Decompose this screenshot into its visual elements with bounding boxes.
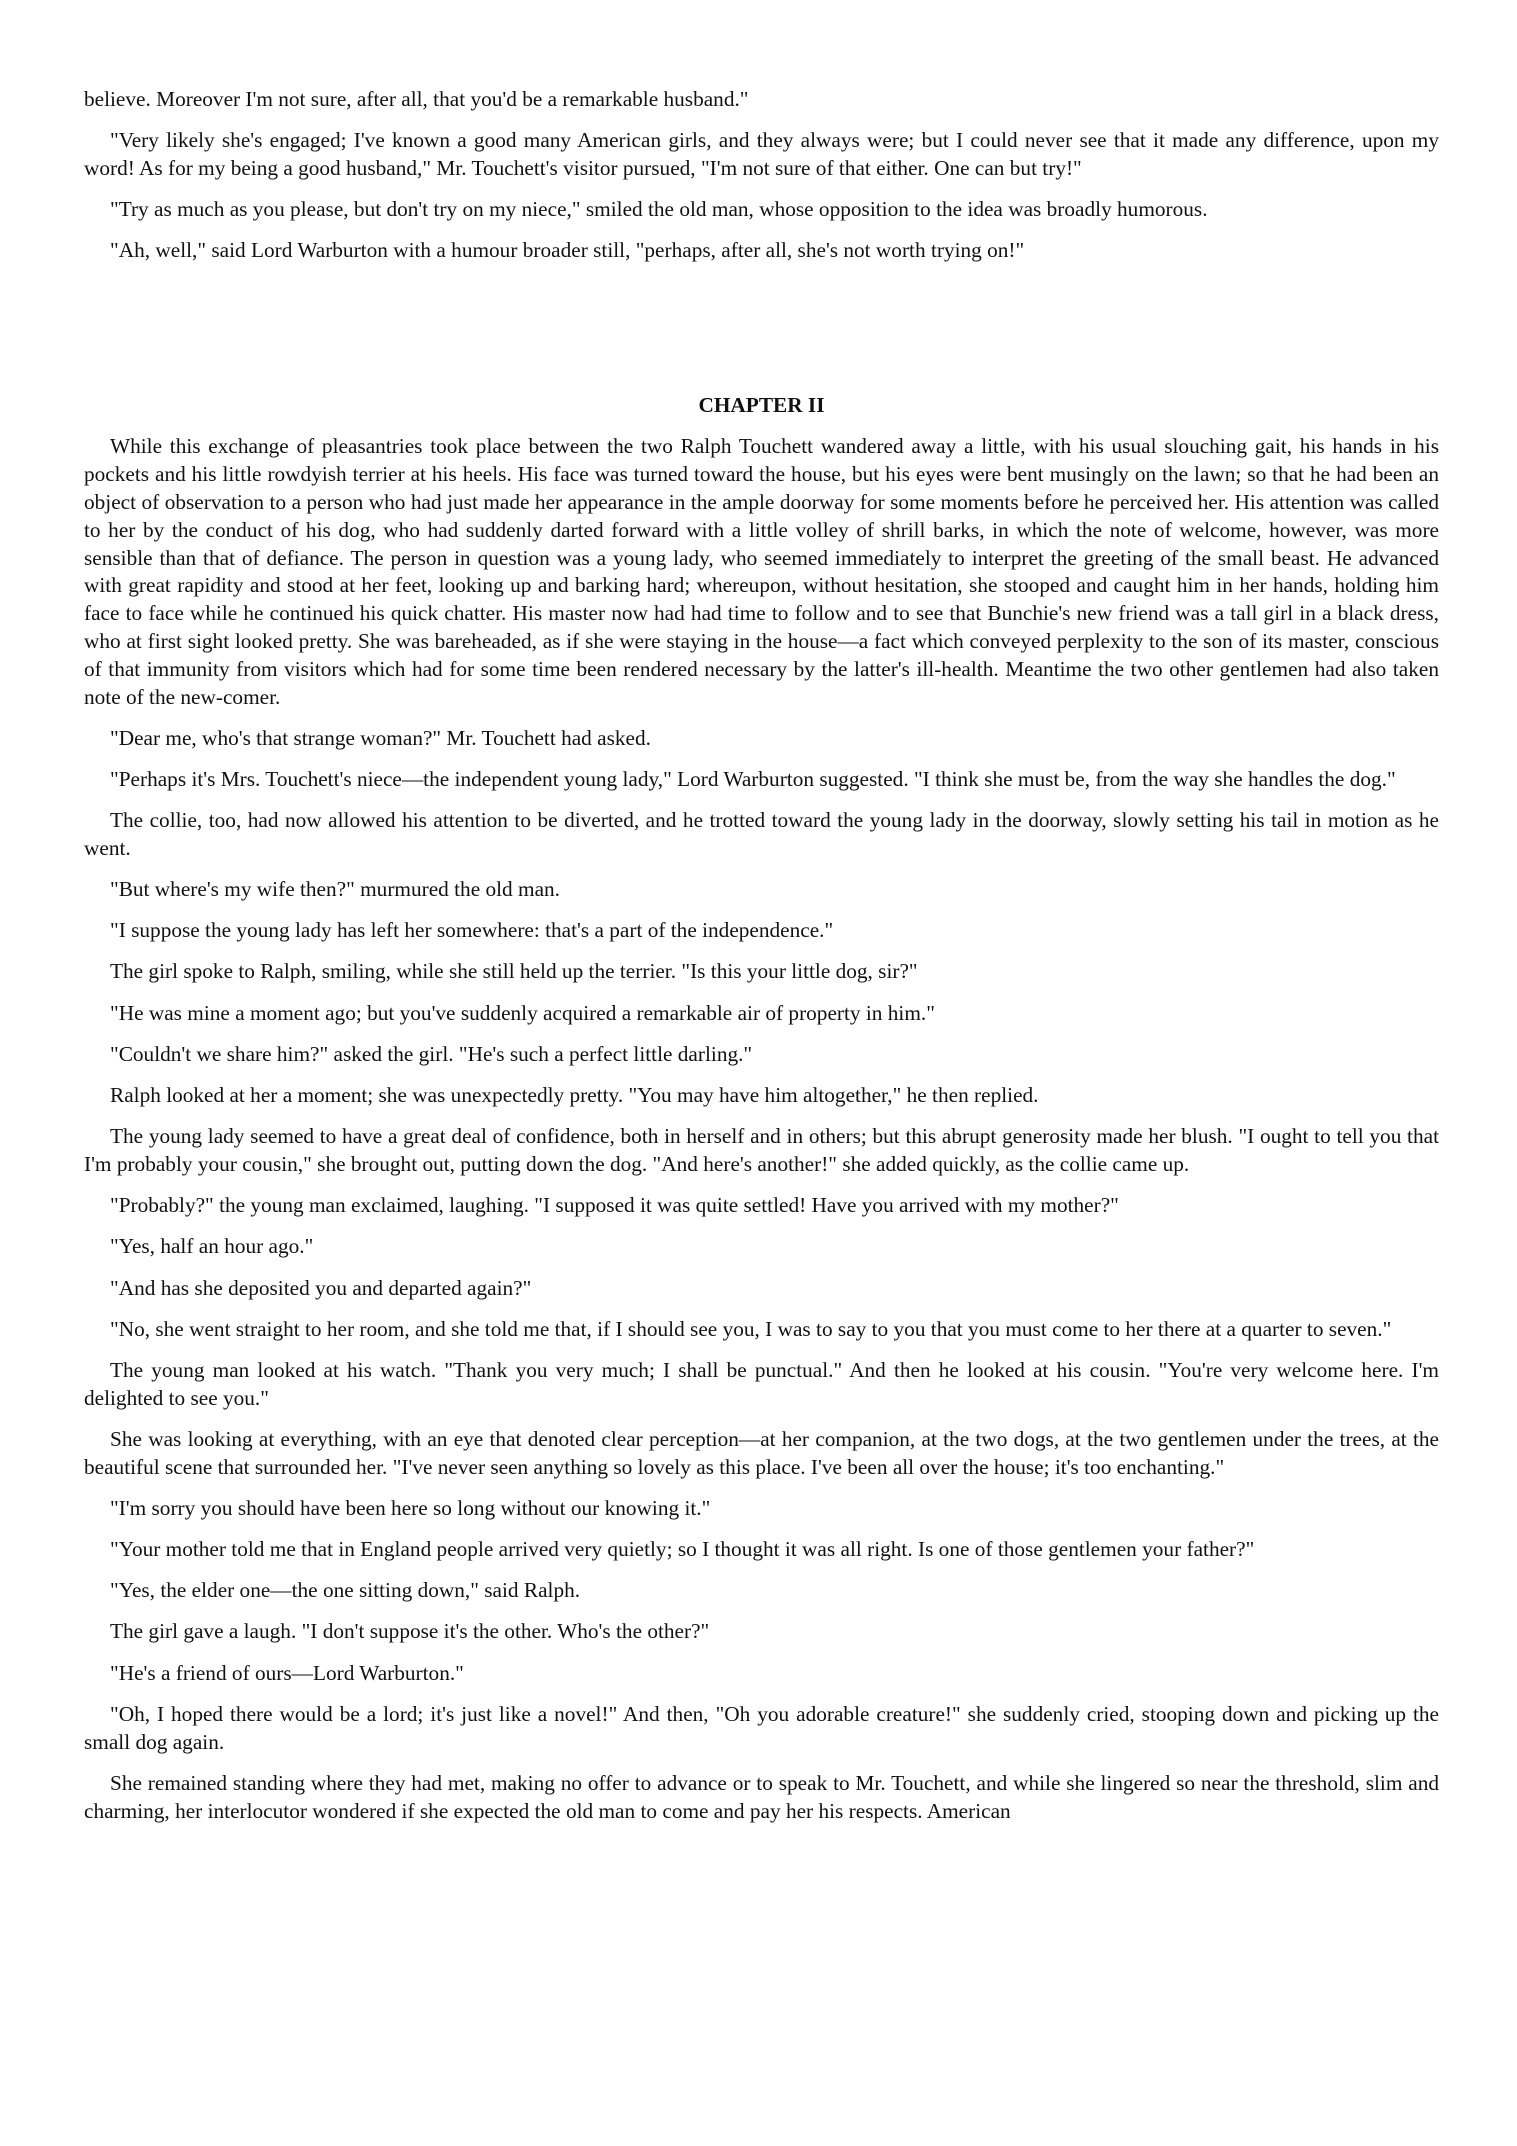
paragraph: The young man looked at his watch. "Thank you very much; I shall be punctual." And then he looked at his cousin. "You're very welcome here. I'm delighted to see you." [84,1357,1439,1410]
paragraph: "He was mine a moment ago; but you've suddenly acquired a remarkable air of property in him." [110,1000,935,1025]
paragraph: believe. Moreover I'm not sure, after all, that you'd be a remarkable husband." [84,87,749,111]
paragraph: Ralph looked at her a moment; she was unexpectedly pretty. "You may have him altogether," he then replied. [110,1083,1039,1107]
paragraph: "I suppose the young lady has left her somewhere: that's a part of the independence." [110,918,834,943]
paragraph: "Yes, half an hour ago." [110,1234,314,1259]
paragraph: "Very likely she's engaged; I've known a good many American girls, and they always were; but I could never see that it made any difference, upon my word! As for my being a good husband," Mr. Touchett's visitor pursued, "I'm not sure of that either. One can but try!" [84,128,1439,180]
paragraph: "Oh, I hoped there would be a lord; it's just like a novel!" And then, "Oh you adorable creature!" she suddenly cried, stooping down and picking up the small dog again. [84,1701,1439,1754]
paragraph: "No, she went straight to her room, and she told me that, if I should see you, I was to say to you that you must come to her there at a quarter to seven." [110,1316,1392,1341]
paragraph: "Ah, well," said Lord Warburton with a humour broader still, "perhaps, after all, she's not worth trying on!" [110,238,1025,263]
paragraph: The girl gave a laugh. "I don't suppose it's the other. Who's the other?" [110,1619,710,1644]
chapter-title: CHAPTER II [698,393,825,418]
paragraph: While this exchange of pleasantries took place between the two Ralph Touchett wandered away a little, with his usual slouching gait, his hands in his pockets and his little rowdyish terrier at his heels. His face was turned toward the house, but his eyes were bent musingly on the lawn; so that he had been an object of observation to a person who had just made her appearance in the ample doorway for some moments before he perceived her. His attention was called to her by the conduct of his dog, who had suddenly darted forward with a little volley of shrill barks, in which the note of welcome, however, was more sensible than that of defiance. The person in question was a young lady, who seemed immediately to interpret the greeting of the small beast. He advanced with great rapidity and stood at her feet, looking up and barking hard; whereupon, without hesitation, she stooped and caught him in her hands, holding him face to face while he continued his quick chatter. His master now had had time to follow and to see that Bunchie's new friend was a tall girl in a black dress, who at first sight looked pretty. She was bareheaded, as if she were staying in the house—a fact which conveyed perplexity to the son of its master, conscious of that immunity from visitors which had for some time been rendered necessary by the latter's ill-health. Meantime the two other gentlemen had also taken note of the new-comer. [84,434,1439,709]
paragraph: "Perhaps it's Mrs. Touchett's niece—the independent young lady," Lord Warburton suggested. "I think she must be, from the way she handles the dog." [110,766,1396,791]
paragraph: "Try as much as you please, but don't try on my niece," smiled the old man, whose opposition to the idea was broadly humorous. [110,197,1208,222]
paragraph: "Your mother told me that in England people arrived very quietly; so I thought it was all right. Is one of those gentlemen your father?" [110,1537,1255,1562]
paragraph: "Dear me, who's that strange woman?" Mr. Touchett had asked. [110,725,651,750]
paragraph: The collie, too, had now allowed his attention to be diverted, and he trotted toward the young lady in the doorway, slowly setting his tail in motion as he went. [84,808,1439,860]
paragraph: She was looking at everything, with an eye that denoted clear perception—at her companion, at the two dogs, at the two gentlemen under the trees, at the beautiful scene that surrounded her. "I've never seen anything so lovely as this place. I've been all over the house; it's too enchanting." [84,1426,1439,1479]
paragraph: The young lady seemed to have a great deal of confidence, both in herself and in others; but this abrupt generosity made her blush. "I ought to tell you that I'm probably your cousin," she brought out, putting down the dog. "And here's another!" she added quickly, as the collie came up. [84,1124,1439,1176]
paragraph: "But where's my wife then?" murmured the old man. [110,877,561,902]
paragraph: "He's a friend of ours—Lord Warburton." [110,1660,464,1685]
document-page [84,86,1439,1839]
paragraph: "Couldn't we share him?" asked the girl. "He's such a perfect little darling." [110,1041,753,1066]
paragraph: The girl spoke to Ralph, smiling, while she still held up the terrier. "Is this your little dog, sir?" [110,959,918,984]
paragraph: "And has she deposited you and departed again?" [110,1275,532,1300]
paragraph: "Yes, the elder one—the one sitting down," said Ralph. [110,1578,581,1603]
paragraph: "Probably?" the young man exclaimed, laughing. "I supposed it was quite settled! Have you arrived with my mother?" [110,1193,1119,1218]
paragraph: She remained standing where they had met, making no offer to advance or to speak to Mr. Touchett, and while she lingered so near the threshold, slim and charming, her interlocutor wondered if she expected the old man to come and pay her his respects. American [84,1770,1439,1823]
paragraph: "I'm sorry you should have been here so long without our knowing it." [110,1495,711,1520]
